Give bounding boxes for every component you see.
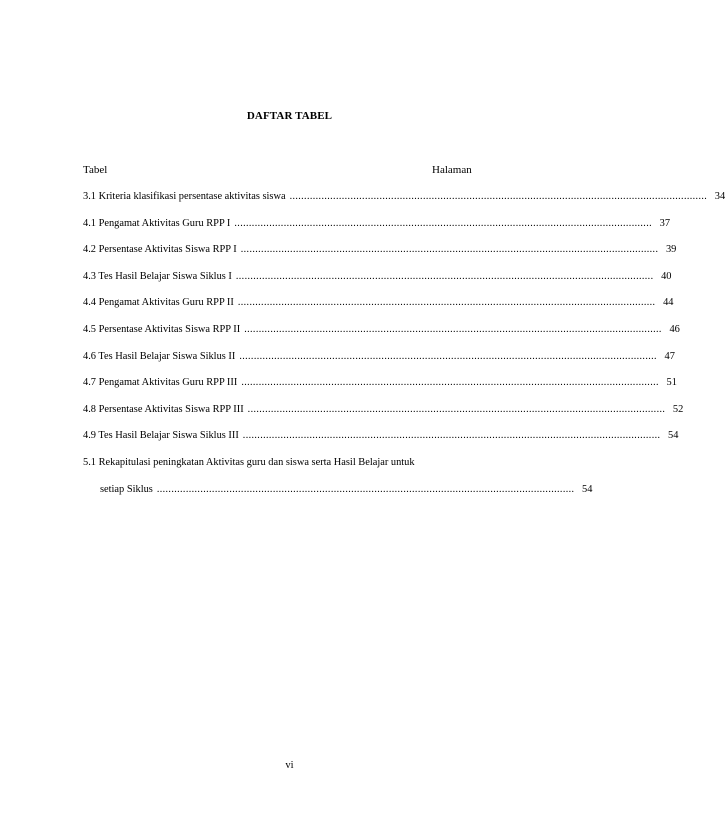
toc-entry-page: 54 xyxy=(582,483,593,495)
leader-dots: ................................................................................................................................................ xyxy=(237,297,656,309)
toc-entry-label: 4.4 Pengamat Aktivitas Guru RPP II xyxy=(83,297,234,309)
page-title: DAFTAR TABEL xyxy=(246,110,333,122)
toc-entry-label-line1: 5.1 Rekapitulasi peningkatan Aktivitas guru dan siswa serta Hasil Belajar untuk xyxy=(83,456,415,468)
toc-entry xyxy=(83,243,677,270)
leader-dots: ................................................................................................................................................ xyxy=(242,430,661,442)
table-of-tables xyxy=(83,190,725,510)
toc-entry-page: 44 xyxy=(663,297,674,309)
toc-entry-label: 4.1 Pengamat Aktivitas Guru RPP I xyxy=(83,217,231,229)
toc-entry xyxy=(83,217,671,244)
page-number-footer: vi xyxy=(285,760,294,771)
toc-entry-label: 4.9 Tes Hasil Belajar Siswa Siklus III xyxy=(83,430,239,442)
toc-entry-label: 4.6 Tes Hasil Belajar Siswa Siklus II xyxy=(83,350,236,362)
toc-entry xyxy=(83,323,680,350)
leader-dots: ................................................................................................................................................ xyxy=(156,483,575,495)
leader-dots: ................................................................................................................................................ xyxy=(244,323,662,335)
toc-entry xyxy=(83,270,672,297)
toc-entry xyxy=(83,376,677,403)
toc-entry-label: 4.2 Persentase Aktivitas Siswa RPP I xyxy=(83,244,237,256)
toc-entry-page: 47 xyxy=(664,350,675,362)
toc-entry-label: 4.3 Tes Hasil Belajar Siswa Siklus I xyxy=(83,270,232,282)
toc-entry-label: 3.1 Kriteria klasifikasi persentase aktivitas siswa xyxy=(83,191,286,202)
leader-dots: ................................................................................................................................................ xyxy=(241,377,659,389)
leader-dots: ................................................................................................................................................ xyxy=(247,403,666,415)
toc-entry-label: 4.7 Pengamat Aktivitas Guru RPP III xyxy=(83,377,238,389)
toc-entry-page: 51 xyxy=(666,377,677,389)
toc-entry-multiline xyxy=(83,456,593,510)
leader-dots: ................................................................................................................................................ xyxy=(240,244,659,256)
toc-entry xyxy=(83,429,679,456)
leader-dots: ................................................................................................................................................ xyxy=(235,270,654,282)
toc-entry-label-line2: setiap Siklus xyxy=(100,483,153,495)
toc-entry xyxy=(83,403,684,430)
toc-entry-page: 52 xyxy=(672,403,684,415)
leader-dots: ................................................................................................................................................ xyxy=(239,350,657,362)
toc-entry-page: 54 xyxy=(668,430,679,442)
toc-entry xyxy=(83,296,674,323)
column-header-page: Halaman xyxy=(432,164,472,176)
leader-dots: ................................................................................................................................................ xyxy=(234,217,653,229)
toc-entry-page: 40 xyxy=(661,270,672,282)
toc-entry-page: 34 xyxy=(714,191,725,202)
toc-entry-page: 37 xyxy=(659,217,671,229)
toc-entry xyxy=(83,350,675,377)
leader-dots: ................................................................................................................................................ xyxy=(289,191,708,202)
toc-entry-label: 4.8 Persentase Aktivitas Siswa RPP III xyxy=(83,403,244,415)
toc-entry-label: 4.5 Persentase Aktivitas Siswa RPP II xyxy=(83,323,241,335)
column-header-table: Tabel xyxy=(83,164,108,176)
toc-entry xyxy=(83,190,725,217)
toc-entry-page: 39 xyxy=(665,244,677,256)
toc-entry-page: 46 xyxy=(669,323,680,335)
